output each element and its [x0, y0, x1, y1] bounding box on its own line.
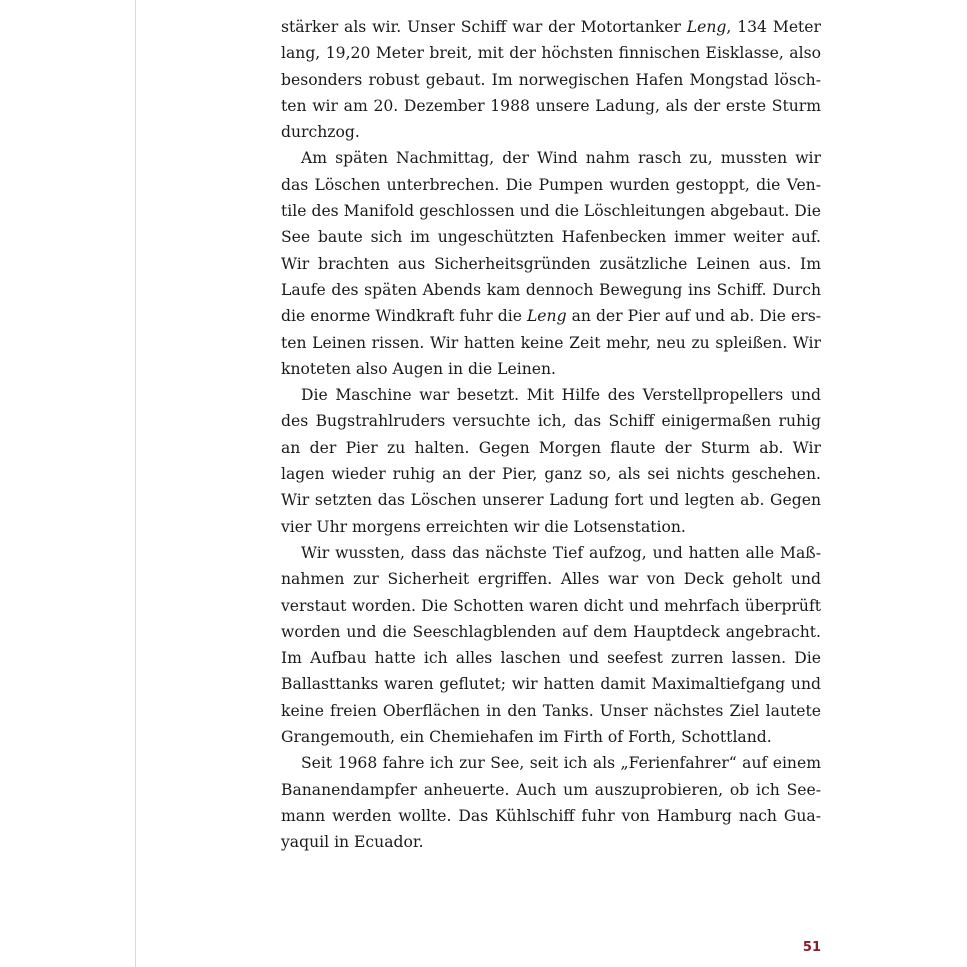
paragraph-4-text: Wir wussten, dass das nächste Tief aufzog, und hatten alle Maßnahmen zur Sicherheit ergriffen. Alles war von Deck geholt und verstaut worden. Die Schotten waren dicht und mehrfach überprüft worden und die Seeschlagblenden auf dem Hauptdeck angebracht. Im Aufbau hatte ich alles laschen und seefest zurren lassen. Die Ballasttanks waren geflutet; wir hatten damit Maximaltiefgang und keine freien Oberflächen in den Tanks. Unser nächstes Ziel lautete Grangemouth, ein Chemiehafen im Firth of Forth, Schottland.	[281, 543, 821, 747]
paragraph-1	[281, 14, 821, 145]
paragraph-2	[281, 145, 821, 382]
paragraph-2-text-2: an der Pier auf und ab. Die ersten Leinen rissen. Wir hatten keine Zeit mehr, neu zu spleißen. Wir knoteten also Augen in die Leinen.	[281, 307, 822, 378]
paragraph-3-text: Die Maschine war besetzt. Mit Hilfe des Verstellpropellers und des Bugstrahlruders versuchte ich, das Schiff einigermaßen ruhig an der Pier zu halten. Gegen Morgen flaute der Sturm ab. Wir lagen wieder ruhig an der Pier, ganz so, als sei nichts geschehen. Wir setzten das Löschen unserer Ladung fort und legten ab. Gegen vier Uhr morgens erreichten wir die Lotsenstation.	[281, 386, 821, 536]
paragraph-2-text-1: Am späten Nachmittag, der Wind nahm rasch zu, mussten wir das Löschen unterbrechen. Die Pumpen wurden gestoppt, die Ventile des Manifold geschlossen und die Löschleitungen abgebaut. Die See baute sich im ungeschützten Hafenbecken immer weiter auf. Wir brachten aus Sicherheitsgründen zusätzliche Leinen aus. Im Laufe des späten Abends kam dennoch Bewegung ins Schiff. Durch die enorme Windkraft fuhr die	[281, 149, 821, 326]
paragraph-1-text-2: , 134 Meter lang, 19,20 Meter breit, mit der höchsten finnischen Eisklasse, also besonders robust gebaut. Im norwegischen Hafen Mongstad löschten wir am 20. Dezember 1988 unsere Ladung, als der erste Sturm durchzog.	[281, 18, 821, 142]
paragraph-1-ship-name: Leng	[686, 18, 727, 36]
gutter-line	[135, 0, 136, 967]
paragraph-1-text-1: stärker als wir. Unser Schiff war der Motortanker	[281, 18, 687, 36]
paragraph-3	[281, 382, 821, 540]
paragraph-2-ship-name: Leng	[526, 307, 567, 326]
page-number: 51	[802, 940, 821, 955]
paragraph-4	[281, 540, 821, 750]
body-text	[281, 14, 821, 856]
paragraph-5-text: Seit 1968 fahre ich zur See, seit ich als „Ferienfahrer“ auf einem Bananendampfer anheuerte. Auch um auszuprobieren, ob ich Seemann werden wollte. Das Kühlschiff fuhr von Hamburg nach Guayaquil in Ecuador.	[281, 754, 821, 852]
paragraph-5	[281, 750, 821, 855]
